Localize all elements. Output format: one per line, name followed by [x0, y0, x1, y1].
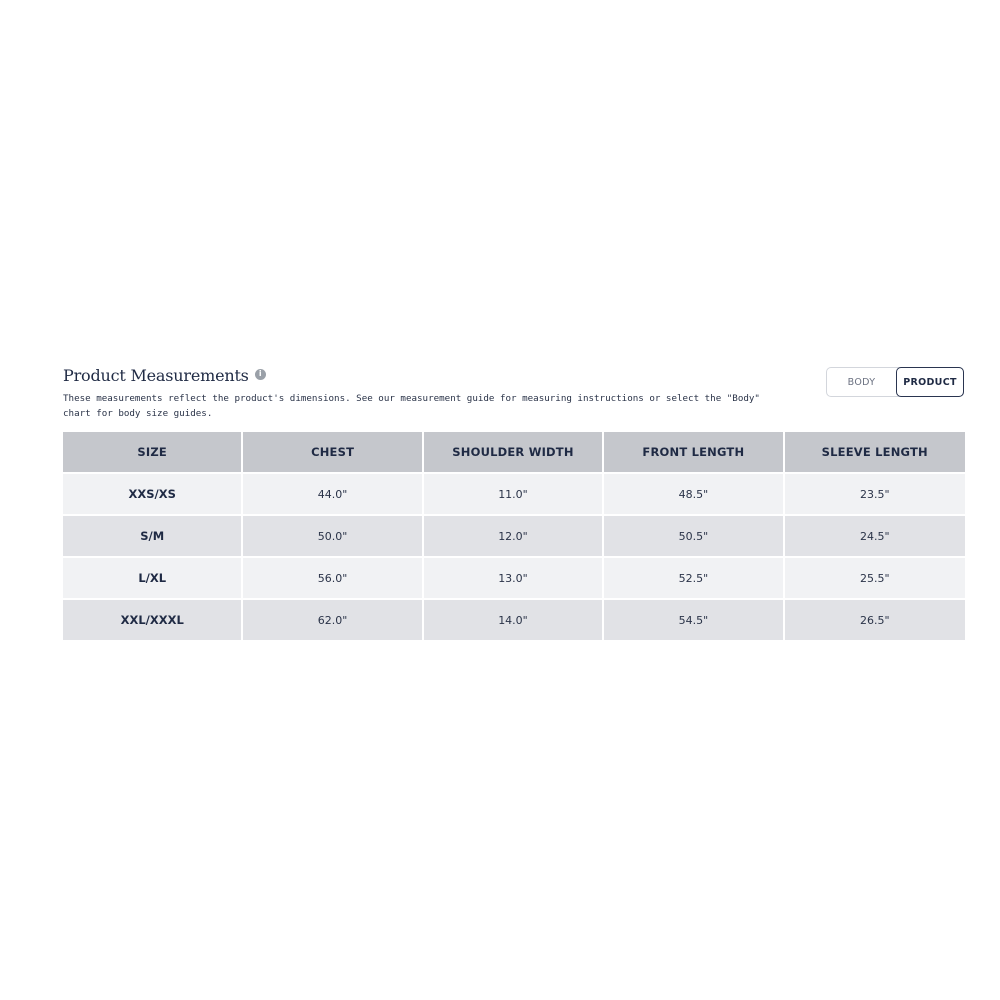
front-length-cell: 54.5" [604, 600, 784, 642]
table-row [63, 516, 965, 558]
size-cell: L/XL [63, 558, 243, 600]
sleeve-length-cell: 24.5" [785, 516, 965, 558]
column-header-sleeve-length: SLEEVE LENGTH [785, 432, 965, 474]
chart-toggle [826, 367, 964, 397]
table-row [63, 558, 965, 600]
shoulder-width-cell: 12.0" [424, 516, 604, 558]
sleeve-length-cell: 23.5" [785, 474, 965, 516]
column-header-chest: CHEST [243, 432, 423, 474]
front-length-cell: 50.5" [604, 516, 784, 558]
front-length-cell: 52.5" [604, 558, 784, 600]
shoulder-width-cell: 13.0" [424, 558, 604, 600]
column-header-front-length: FRONT LENGTH [604, 432, 784, 474]
measurements-table [63, 432, 965, 642]
size-cell: XXL/XXXL [63, 600, 243, 642]
table-row [63, 600, 965, 642]
size-cell: S/M [63, 516, 243, 558]
sleeve-length-cell: 26.5" [785, 600, 965, 642]
table-header-row [63, 432, 965, 474]
chest-cell: 50.0" [243, 516, 423, 558]
size-cell: XXS/XS [63, 474, 243, 516]
chest-cell: 56.0" [243, 558, 423, 600]
chest-cell: 62.0" [243, 600, 423, 642]
measurement-description: These measurements reflect the product's dimensions. See our measurement guide for measuring instructions or select the "Body" chart for body size guides. [63, 393, 760, 419]
table-row [63, 474, 965, 516]
chest-cell: 44.0" [243, 474, 423, 516]
shoulder-width-cell: 14.0" [424, 600, 604, 642]
column-header-size: SIZE [63, 432, 243, 474]
sleeve-length-cell: 25.5" [785, 558, 965, 600]
info-icon[interactable]: i [255, 369, 266, 380]
product-toggle-button[interactable]: PRODUCT [896, 367, 964, 397]
shoulder-width-cell: 11.0" [424, 474, 604, 516]
body-toggle-button[interactable]: BODY [847, 376, 876, 388]
column-header-shoulder-width: SHOULDER WIDTH [424, 432, 604, 474]
front-length-cell: 48.5" [604, 474, 784, 516]
page-title: Product Measurements [63, 365, 249, 385]
